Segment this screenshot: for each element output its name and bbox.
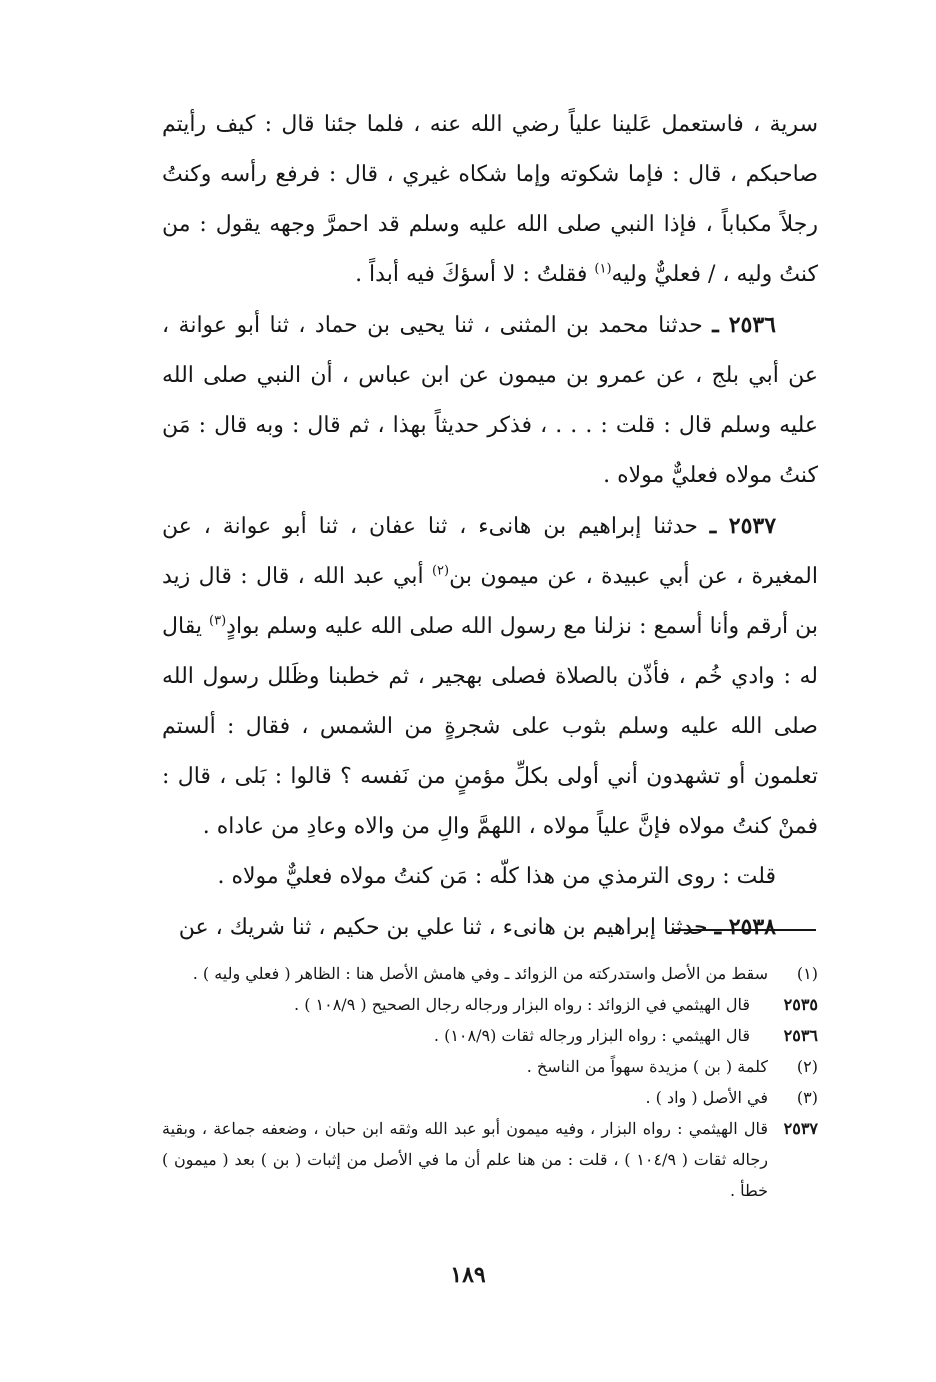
footnote-label: (٢) — [796, 1057, 818, 1076]
hadith-text: يقال له : وادي خُم ، فأذّن بالصلاة فصلى بهجير ، ثم خطبنا وظَلل رسول الله صلى الله عليه وسلم بثوب على شجرةٍ من الشمس ، فقال : ألستم تعلمون أو تشهدون أني أولى بكلِّ مؤمنٍ من نَفسه ؟ قالوا : بَلى ، قال : فمنْ كنتُ مولاه فإنَّ علياً مولاه ، اللهمَّ والِ من والاه وعادِ من عاداه . — [162, 614, 818, 839]
footnote-label: ٢٥٣٧ — [783, 1119, 818, 1138]
footnote-text: سقط من الأصل واستدركته من الزوائد ـ وفي هامش الأصل هنا : الظاهر ( فعلي وليه ) . — [192, 964, 768, 983]
footnote-label: (١) — [796, 964, 818, 983]
footnote-ref: (٢) — [431, 563, 450, 579]
hadith-text: حدثنا إبراهيم بن هانىء ، ثنا علي بن حكيم ، ثنا شريك ، عن — [178, 915, 715, 940]
commentary-text: قلت : روى الترمذي من هذا كلّه : مَن كنتُ مولاه فعليٌّ مولاه . — [217, 864, 776, 889]
paragraph-text: سرية ، فاستعمل عَلينا علياً رضي الله عنه ، فلما جئنا قال : كيف رأيتم صاحبكم ، قال : فإما شكوته وإما شكاه غيري ، قال : فرفع رأسه وكنتُ رجلاً مكباباً ، فإذا النبي صلى الله عليه وسلم قد احمرَّ وجهه يقول : من كنتُ وليه ، / فعليٌّ وليه — [162, 112, 818, 287]
footnote-item — [162, 1082, 818, 1113]
footnote-item — [162, 989, 818, 1020]
hadith-text: حدثنا محمد بن المثنى ، ثنا يحيى بن حماد ، ثنا أبو عوانة ، عن أبي بلج ، عن عمرو بن ميمون عن ابن عباس ، أن النبي صلى الله عليه وسلم قال : قلت : . . . ، فذكر حديثاً بهذا ، ثم قال : وبه قال : مَن كنتُ مولاه فعليٌّ مولاه . — [162, 313, 818, 488]
footnote-text: قال الهيثمي : رواه البزار ، وفيه ميمون أبو عبد الله وثقه ابن حبان ، وضعفه جماعة ، وبقية رجاله ثقات ( ١٠٤/٩ ) ، قلت : من هنا علم أن ما في الأصل من إثبات ( بن ) بعد ( ميمون ) خطأ . — [162, 1119, 768, 1200]
footnote-item — [162, 958, 818, 989]
footnote-label: ٢٥٣٥ — [783, 995, 818, 1014]
footnote-item — [162, 1113, 818, 1206]
hadith-text: حدثنا إبراهيم بن هانىء ، ثنا عفان ، ثنا أبو عوانة ، عن المغيرة ، عن أبي عبيدة ، عن ميمون بن — [162, 514, 818, 589]
footnote-text: قال الهيثمي : رواه البزار ورجاله ثقات (١٠٨/٩) . — [433, 1026, 750, 1045]
hadith-2536 — [162, 300, 818, 501]
paragraph-continuation — [162, 100, 818, 300]
footnotes — [162, 958, 818, 1206]
page-number: ١٨٩ — [450, 1262, 486, 1288]
hadith-text: أبي عبد الله ، قال : قال زيد بن أرقم وأنا أسمع : نزلنا مع رسول الله صلى الله عليه وسلم بوادٍ — [162, 564, 818, 639]
footnote-item — [162, 1051, 818, 1082]
paragraph-text-end: فقلتُ : لا أسؤكَ فيه أبداً . — [355, 262, 595, 287]
footnote-text: كلمة ( بن ) مزيدة سهواً من الناسخ . — [526, 1057, 768, 1076]
footnote-text: قال الهيثمي في الزوائد : رواه البزار ورجاله رجال الصحيح ( ١٠٨/٩ ) . — [294, 995, 750, 1014]
hadith-2537 — [162, 501, 818, 852]
footnote-text: في الأصل ( واد ) . — [645, 1088, 768, 1107]
footnote-ref: (١) — [594, 261, 612, 277]
hadith-number: ٢٥٣٨ ـ — [714, 914, 776, 940]
footnote-ref: (٣) — [209, 613, 227, 629]
hadith-number: ٢٥٣٧ ـ — [709, 513, 777, 539]
hadith-number: ٢٥٣٦ ـ — [712, 312, 776, 338]
footnote-label: ٢٥٣٦ — [783, 1026, 818, 1045]
hadith-2538 — [162, 902, 818, 953]
commentary — [162, 852, 818, 902]
footnote-item — [162, 1020, 818, 1051]
footnote-label: (٣) — [796, 1088, 818, 1107]
main-text — [162, 100, 818, 953]
footnote-divider — [672, 929, 816, 931]
